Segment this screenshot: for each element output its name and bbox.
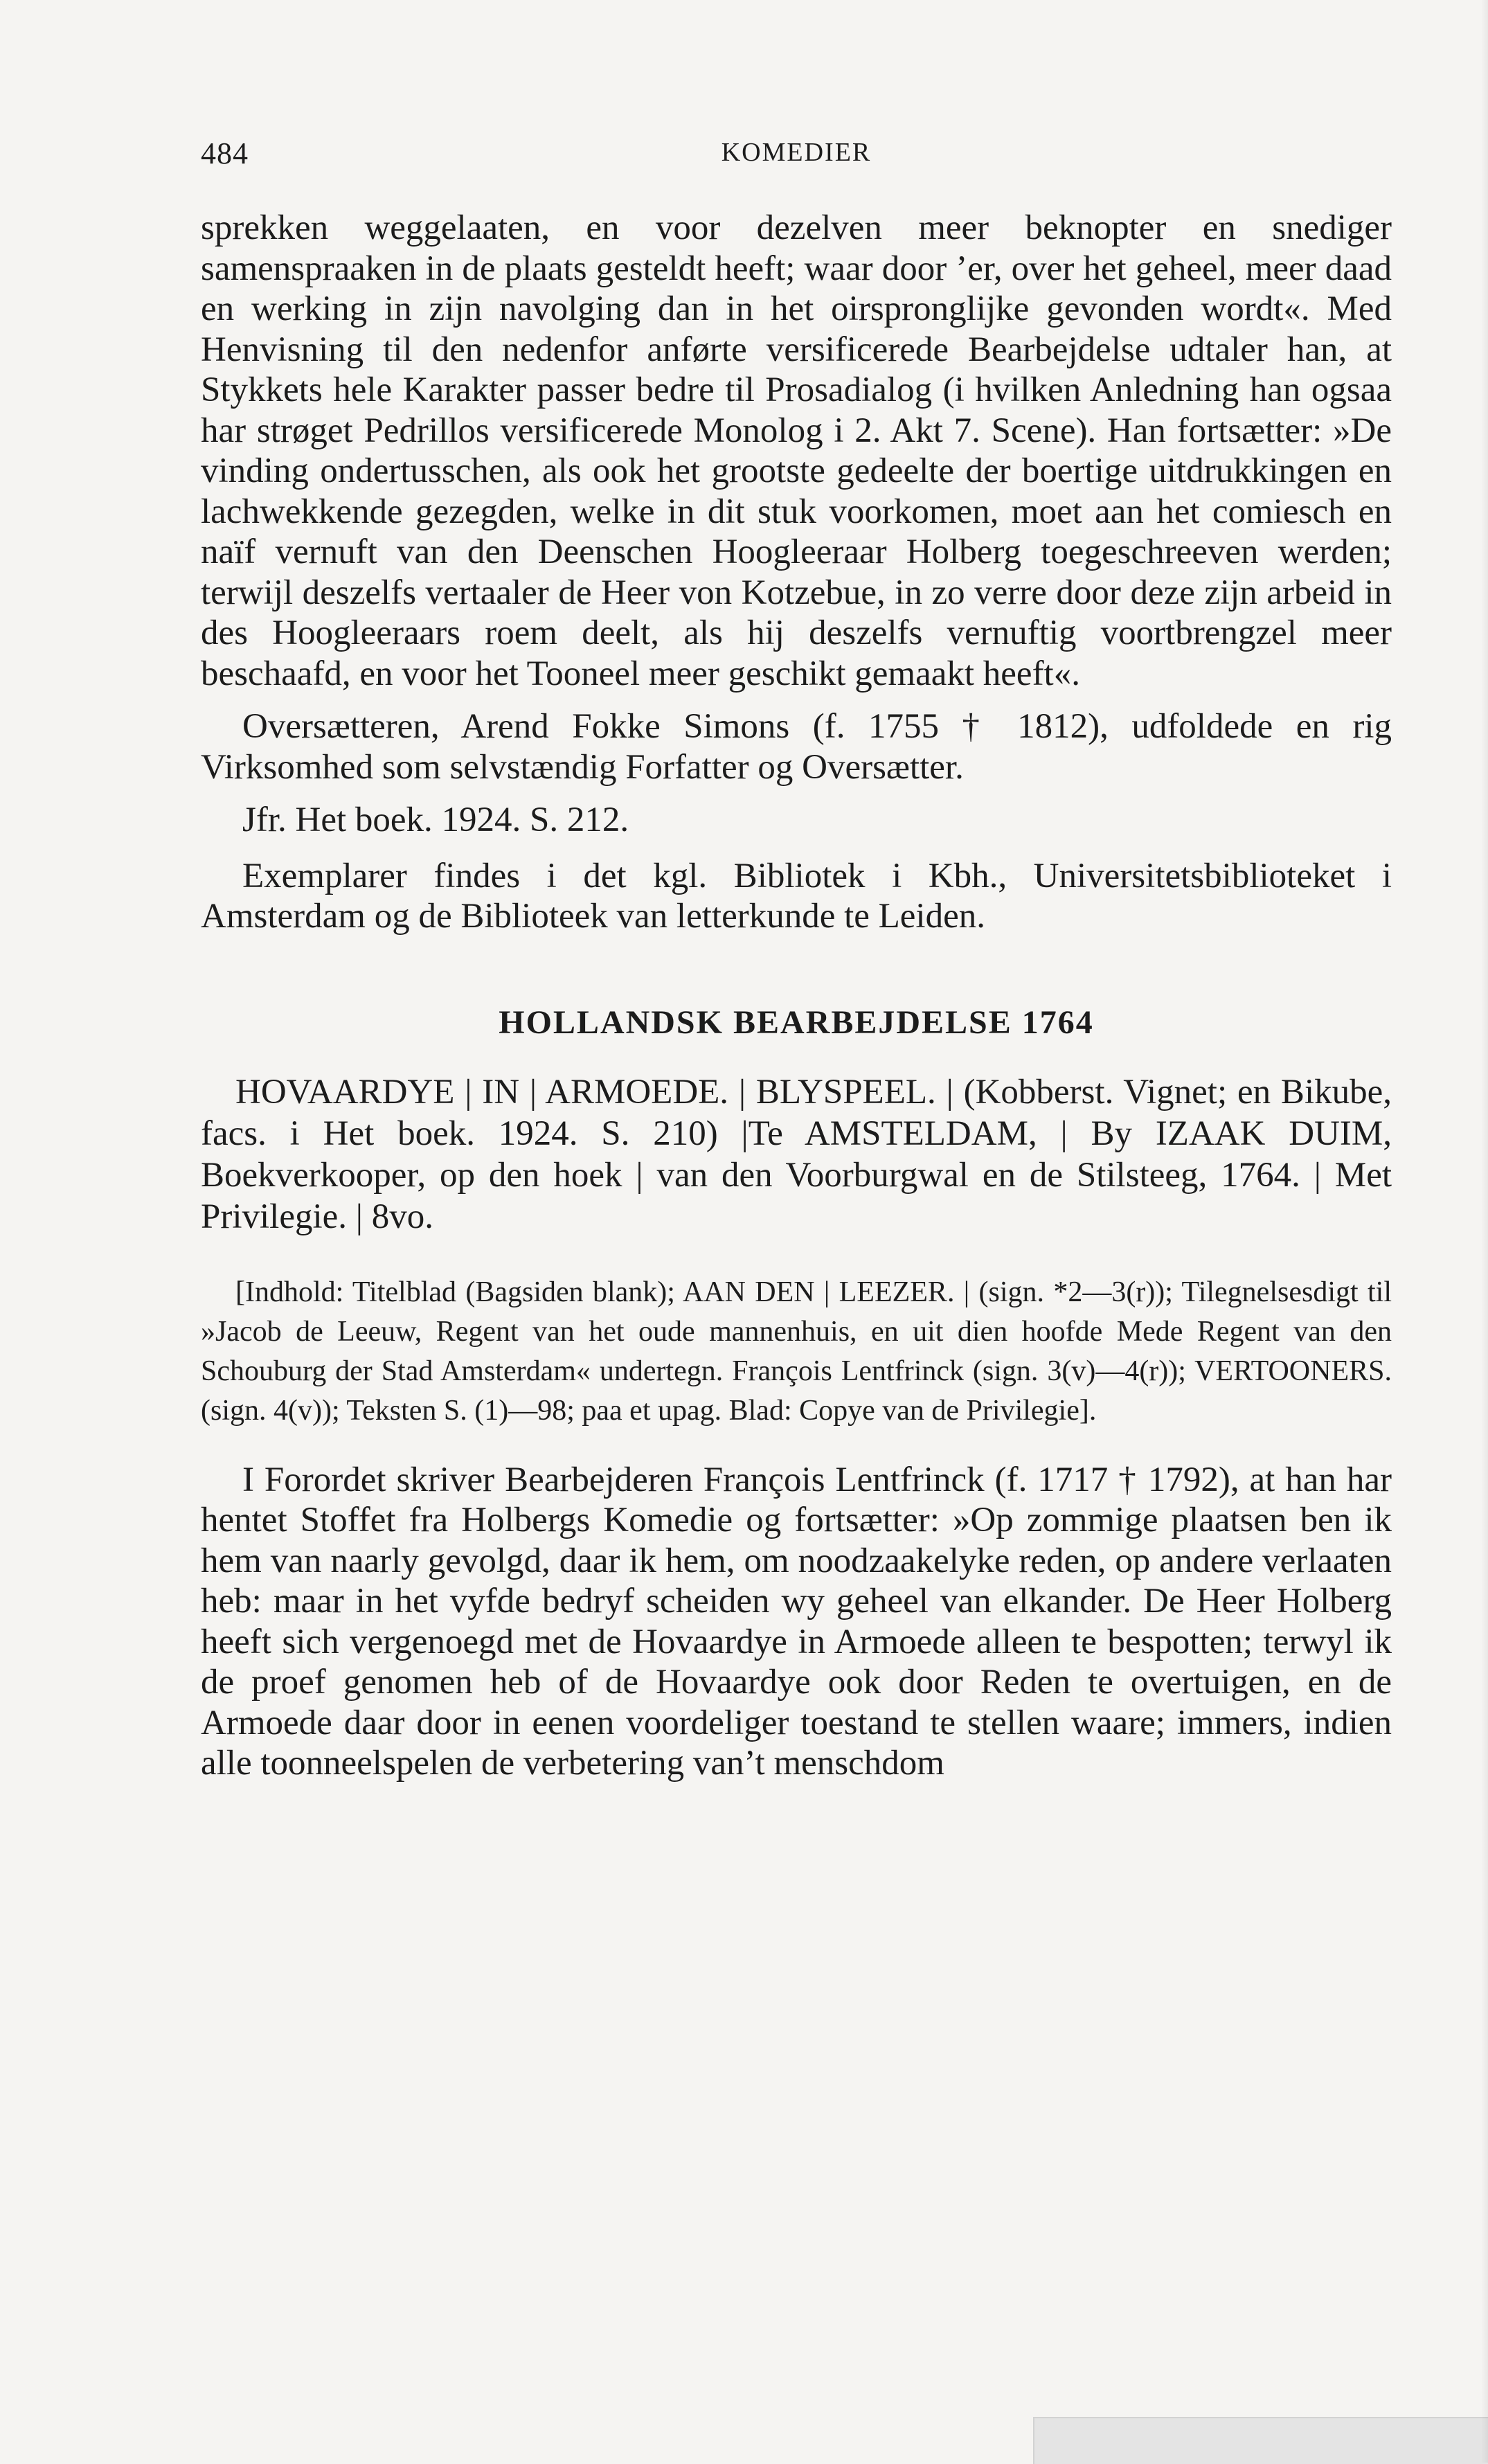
paragraph-foreword: I Forordet skriver Bearbejderen François Lentfrinck (f. 1717 † 1792), at han har hentet Stoffet fra Holbergs Komedie og fortsætter: »Op zommige plaatsen ben ik hem van naarly gevolgd, daar ik hem, om noodzaakelyke reden, op andere verlaaten heb: maar in het vyfde bedryf scheiden wy geheel van elkander. De Heer Holberg heeft sich vergenoegd met de Hovaardye in Armoede alleen te bespotten; terwyl ik de proef genomen heb of de Hovaardye ook door Reden te overtuigen, en de Armoede daar door in eenen voordeliger toestand te stellen waare; immers, indien alle toonneelspelen de verbetering van’t menschdom <box>201 1460 1392 1783</box>
page-header <box>201 136 1392 177</box>
bibliographic-title: HOVAARDYE | IN | ARMOEDE. | BLYSPEEL. | (Kobberst. Vignet; en Bikube, facs. i Het boek. 1924. S. 210) |Te AMSTELDAM, | By IZAAK DUIM, Boekverkooper, op den hoek | van den Voorburgwal en de Stilsteeg, 1764. | Met Privilegie. | 8vo. <box>201 1072 1392 1236</box>
page-edge-shadow <box>1481 0 1488 2463</box>
paragraph-reference: Jfr. Het boek. 1924. S. 212. <box>242 801 629 839</box>
section-heading: HOLLANDSK BEARBEJDELSE 1764 <box>499 1003 1094 1041</box>
paragraph-quote-continuation: sprekken weggelaaten, en voor dezelven meer beknopter en snediger samenspraaken in de plaats gesteldt heeft; waar door ’er, over het geheel, meer daad en werking in zijn navolging dan in het oirspronglijke gevonden wordt«. Med Henvisning til den nedenfor anførte versificerede Bearbejdelse udtaler han, at Stykkets hele Karakter passer bedre til Prosadialog (i hvilken Anledning han ogsaa har strøget Pedrillos versificerede Monolog i 2. Akt 7. Scene). Han fortsætter: »De vinding ondertusschen, als ook het grootste gedeelte der boertige uitdrukkingen en lachwekkende gezegden, welke in dit stuk voorkomen, moet aan het comiesch en naïf vernuft van den Deenschen Hoogleeraar Holberg toegeschreeven werden; terwijl deszelfs vertaaler de Heer von Kotzebue, in zo verre door deze zijn arbeid in des Hoogleeraars roem deelt, als hij deszelfs vernuftig voortbrengzel meer beschaafd, en voor het Tooneel meer geschikt gemaakt heeft«. <box>201 208 1392 693</box>
scan-label-strip <box>1033 2417 1488 2464</box>
contents-description: [Indhold: Titelblad (Bagsiden blank); AAN DEN | LEEZER. | (sign. *2—3(r)); Tilegnelsesdigt til »Jacob de Leeuw, Regent van het oude mannenhuis, en uit dien hoofde Mede Regent van den Schouburg der Stad Amsterdam« undertegn. François Lentfrinck (sign. 3(v)—4(r)); VERTOONERS. (sign. 4(v)); Teksten S. (1)—98; paa et upag. Blad: Copye van de Privilegie]. <box>201 1276 1392 1427</box>
page-number: 484 <box>201 136 249 170</box>
paragraph-translator: Oversætteren, Arend Fokke Simons (f. 1755 † 1812), udfoldede en rig Virksomhed som selvstændig Forfatter og Oversætter. <box>201 707 1392 787</box>
running-title: KOMEDIER <box>721 138 872 167</box>
page-body <box>201 208 1392 1784</box>
paragraph-copies: Exemplarer findes i det kgl. Bibliotek i Kbh., Universitetsbiblioteket i Amsterdam og de Biblioteek van letterkunde te Leiden. <box>201 856 1392 936</box>
